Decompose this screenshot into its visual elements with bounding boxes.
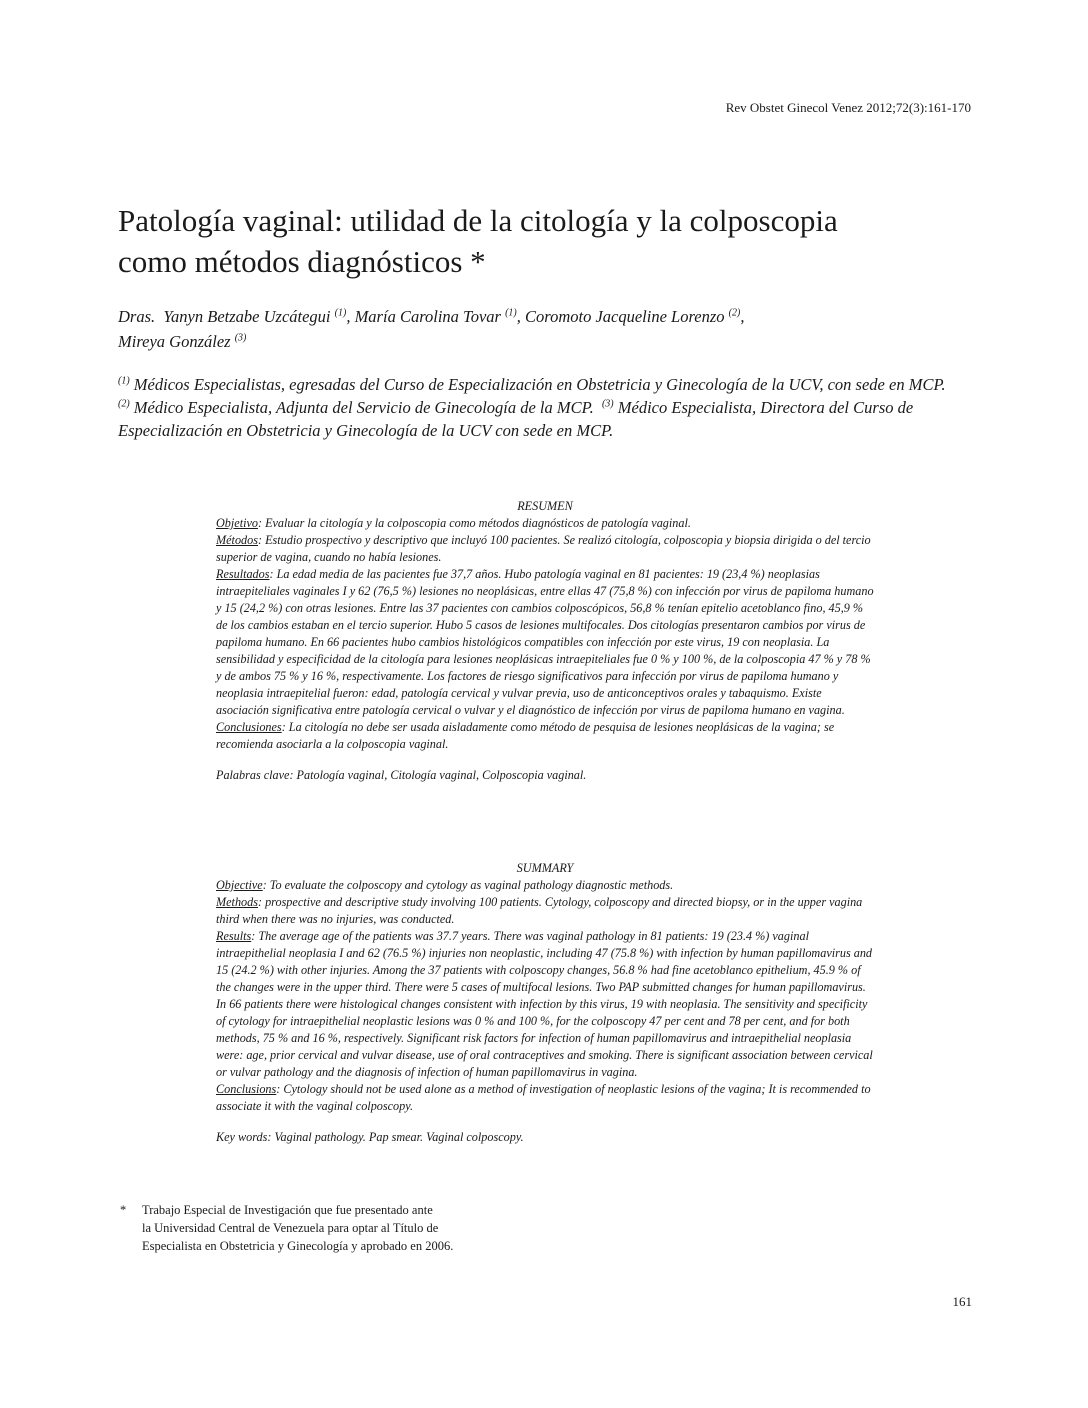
conclusions-text: : Cytology should not be used alone as a method of investigation of neoplastic lesions of the vagina; It is recommended to associate it with the vaginal colposcopy. — [216, 1082, 871, 1113]
summary-conclusions — [216, 1081, 874, 1115]
affiliation-text: Médico Especialista, Directora del Curso de Especialización en Obstetricia y Ginecología de la UCV con sede en MCP. — [118, 398, 914, 440]
article-title — [118, 200, 978, 282]
methods-text: : prospective and descriptive study involving 100 patients. Cytology, colposcopy and directed biopsy, or in the upper vagina third when there was no injuries, was conducted. — [216, 895, 863, 926]
summary-objective — [216, 877, 874, 894]
resumen-resultados — [216, 566, 874, 719]
summary-section — [216, 860, 874, 1146]
summary-methods — [216, 894, 874, 928]
resumen-conclusiones — [216, 719, 874, 753]
author-affiliation-ref: (2) — [728, 307, 741, 319]
author-name: Yanyn Betzabe Uzcátegui — [163, 307, 331, 326]
objetivo-text: : Evaluar la citología y la colposcopia como métodos diagnósticos de patología vaginal. — [257, 516, 691, 530]
author-affiliation-ref: (1) — [505, 307, 517, 319]
metodos-text: : Estudio prospectivo y descriptivo que incluyó 100 pacientes. Se realizó citología, colposcopia y biopsia dirigida o del tercio superior de vagina, cuando no había lesiones. — [216, 533, 871, 564]
affiliation-text: Médicos Especialistas, egresadas del Curso de Especialización en Obstetricia y Ginecología de la UCV, con sede en MCP. — [133, 375, 946, 394]
affiliation-ref: (2) — [118, 398, 130, 410]
affiliations — [118, 373, 960, 442]
palabras-clave: Palabras clave: Patología vaginal, Citología vaginal, Colposcopia vaginal. — [216, 768, 587, 782]
affiliation-ref: (3) — [601, 398, 614, 410]
footnote-line-2: la Universidad Central de Venezuela para optar al Título de — [142, 1221, 439, 1235]
footnote-marker: * — [120, 1203, 127, 1217]
resumen-section — [216, 498, 874, 784]
summary-heading: SUMMARY — [516, 861, 574, 875]
footnote-text — [142, 1201, 520, 1255]
author-name: María Carolina Tovar — [354, 307, 501, 326]
footnote-line-3: Especialista en Obstetricia y Ginecología y aprobado en 2006. — [142, 1239, 454, 1253]
resultados-label: Resultados — [216, 567, 270, 581]
author-name: Mireya González — [118, 332, 231, 351]
affiliation-ref: (1) — [118, 375, 130, 387]
results-label: Results — [216, 929, 252, 943]
author-affiliation-ref: (1) — [334, 307, 347, 319]
conclusions-label: Conclusions — [216, 1082, 277, 1096]
results-text: : The average age of the patients was 37.7 years. There was vaginal pathology in 81 patients: 19 (23.4 %) vaginal intraepithelial neoplasia I and 62 (76.5 %) injuries non neoplastic, including 47 (75.8 %) with infection by human papillomavirus and 15 (24.2 %) with other injuries. Among the 37 patients with colposcopy changes, 56.8 % had fine acetoblanco epithelium, 45.9 % of the changes were in the upper third. There were 5 cases of multifocal lesions. Two PAP submitted changes for human papillomavirus. In 66 patients there were histological changes consistent with infection by this virus, 19 with neoplasia. The sensitivity and specificity of cytology for intraepithelial neoplastic lesions was 0 % and 100 %, for the colposcopy 47 per cent and 78 per cent, and for both methods, 75 % and 16 %, respectively. Significant risk factors for infection of human papillomavirus and intraepithelial neoplasia were: age, prior cervical and vulvar disease, use of oral contraceptives and smoking. There is significant association between cervical or vulvar pathology and the diagnosis of infection of human papillomavirus in vagina. — [216, 929, 873, 1079]
key-words: Key words: Vaginal pathology. Pap smear. Vaginal colposcopy. — [216, 1130, 524, 1144]
footnote — [120, 1201, 520, 1255]
resumen-metodos — [216, 532, 874, 566]
conclusiones-text: : La citología no debe ser usada aisladamente como método de pesquisa de lesiones neoplásicas de la vagina; se recomienda asociarla a la colposcopia vaginal. — [216, 720, 835, 751]
journal-reference: Rev Obstet Ginecol Venez 2012;72(3):161-170 — [725, 100, 971, 115]
authors-prefix: Dras. — [118, 307, 156, 326]
resumen-heading: RESUMEN — [517, 499, 573, 513]
summary-results — [216, 928, 874, 1081]
author-affiliation-ref: (3) — [234, 332, 247, 344]
article-title-line-2: como métodos diagnósticos * — [118, 244, 486, 279]
objective-label: Objective — [216, 878, 263, 892]
metodos-label: Métodos — [216, 533, 258, 547]
conclusiones-label: Conclusiones — [216, 720, 282, 734]
author-name: Coromoto Jacqueline Lorenzo — [525, 307, 725, 326]
resumen-objetivo — [216, 515, 874, 532]
author-list: Dras. Yanyn Betzabe Uzcátegui $^{(1)}$, María Carolina Tovar $^{(1)}$, Coromoto Jacqueline Lorenzo $^{(2)}$, Mireya González $^{(3)}$ — [118, 307, 745, 351]
resultados-text: : La edad media de las pacientes fue 37,7 años. Hubo patología vaginal en 81 pacientes: 19 (23,4 %) neoplasias intraepiteliales vaginales I y 62 (76,5 %) lesiones no neoplásicas, entre ellas 47 (75,8 %) con infección por virus de papiloma humano y 15 (24,2 %) con otras lesiones. Entre las 37 pacientes con cambios colposcópicos, 56,8 % tenían epitelio acetoblanco fino, 45,9 % de los cambios estaban en el tercio superior. Hubo 5 casos de lesiones multifocales. Dos citologías presentaron cambios por virus de papiloma humano. En 66 pacientes hubo cambios histológicos compatibles con infección por este virus, 19 con neoplasia. La sensibilidad y especificidad de la citología para lesiones neoplásicas intraepiteliales fue 0 % y 100 %, de la colposcopia 47 % y 78 % y de ambos 75 % y 16 %, respectivamente. Los factores de riesgo significativos para infección por virus de papiloma humano y neoplasia intraepitelial fueron: edad, patología cervical y vulvar previa, uso de anticonceptivos orales y tabaquismo. Existe asociación significativa entre patología cervical o vulvar y el diagnóstico de infección por virus de papiloma humano en vagina. — [216, 567, 874, 717]
footnote-line-1: Trabajo Especial de Investigación que fue presentado ante — [142, 1203, 433, 1217]
page-number: 161 — [952, 1294, 972, 1309]
article-title-line-1: Patología vaginal: utilidad de la citología y la colposcopia — [118, 203, 838, 238]
objetivo-label: Objetivo — [216, 516, 258, 530]
methods-label: Methods — [216, 895, 258, 909]
affiliation-text: Médico Especialista, Adjunta del Servicio de Ginecología de la MCP. — [133, 398, 594, 417]
objective-text: : To evaluate the colposcopy and cytology as vaginal pathology diagnostic methods. — [262, 878, 674, 892]
